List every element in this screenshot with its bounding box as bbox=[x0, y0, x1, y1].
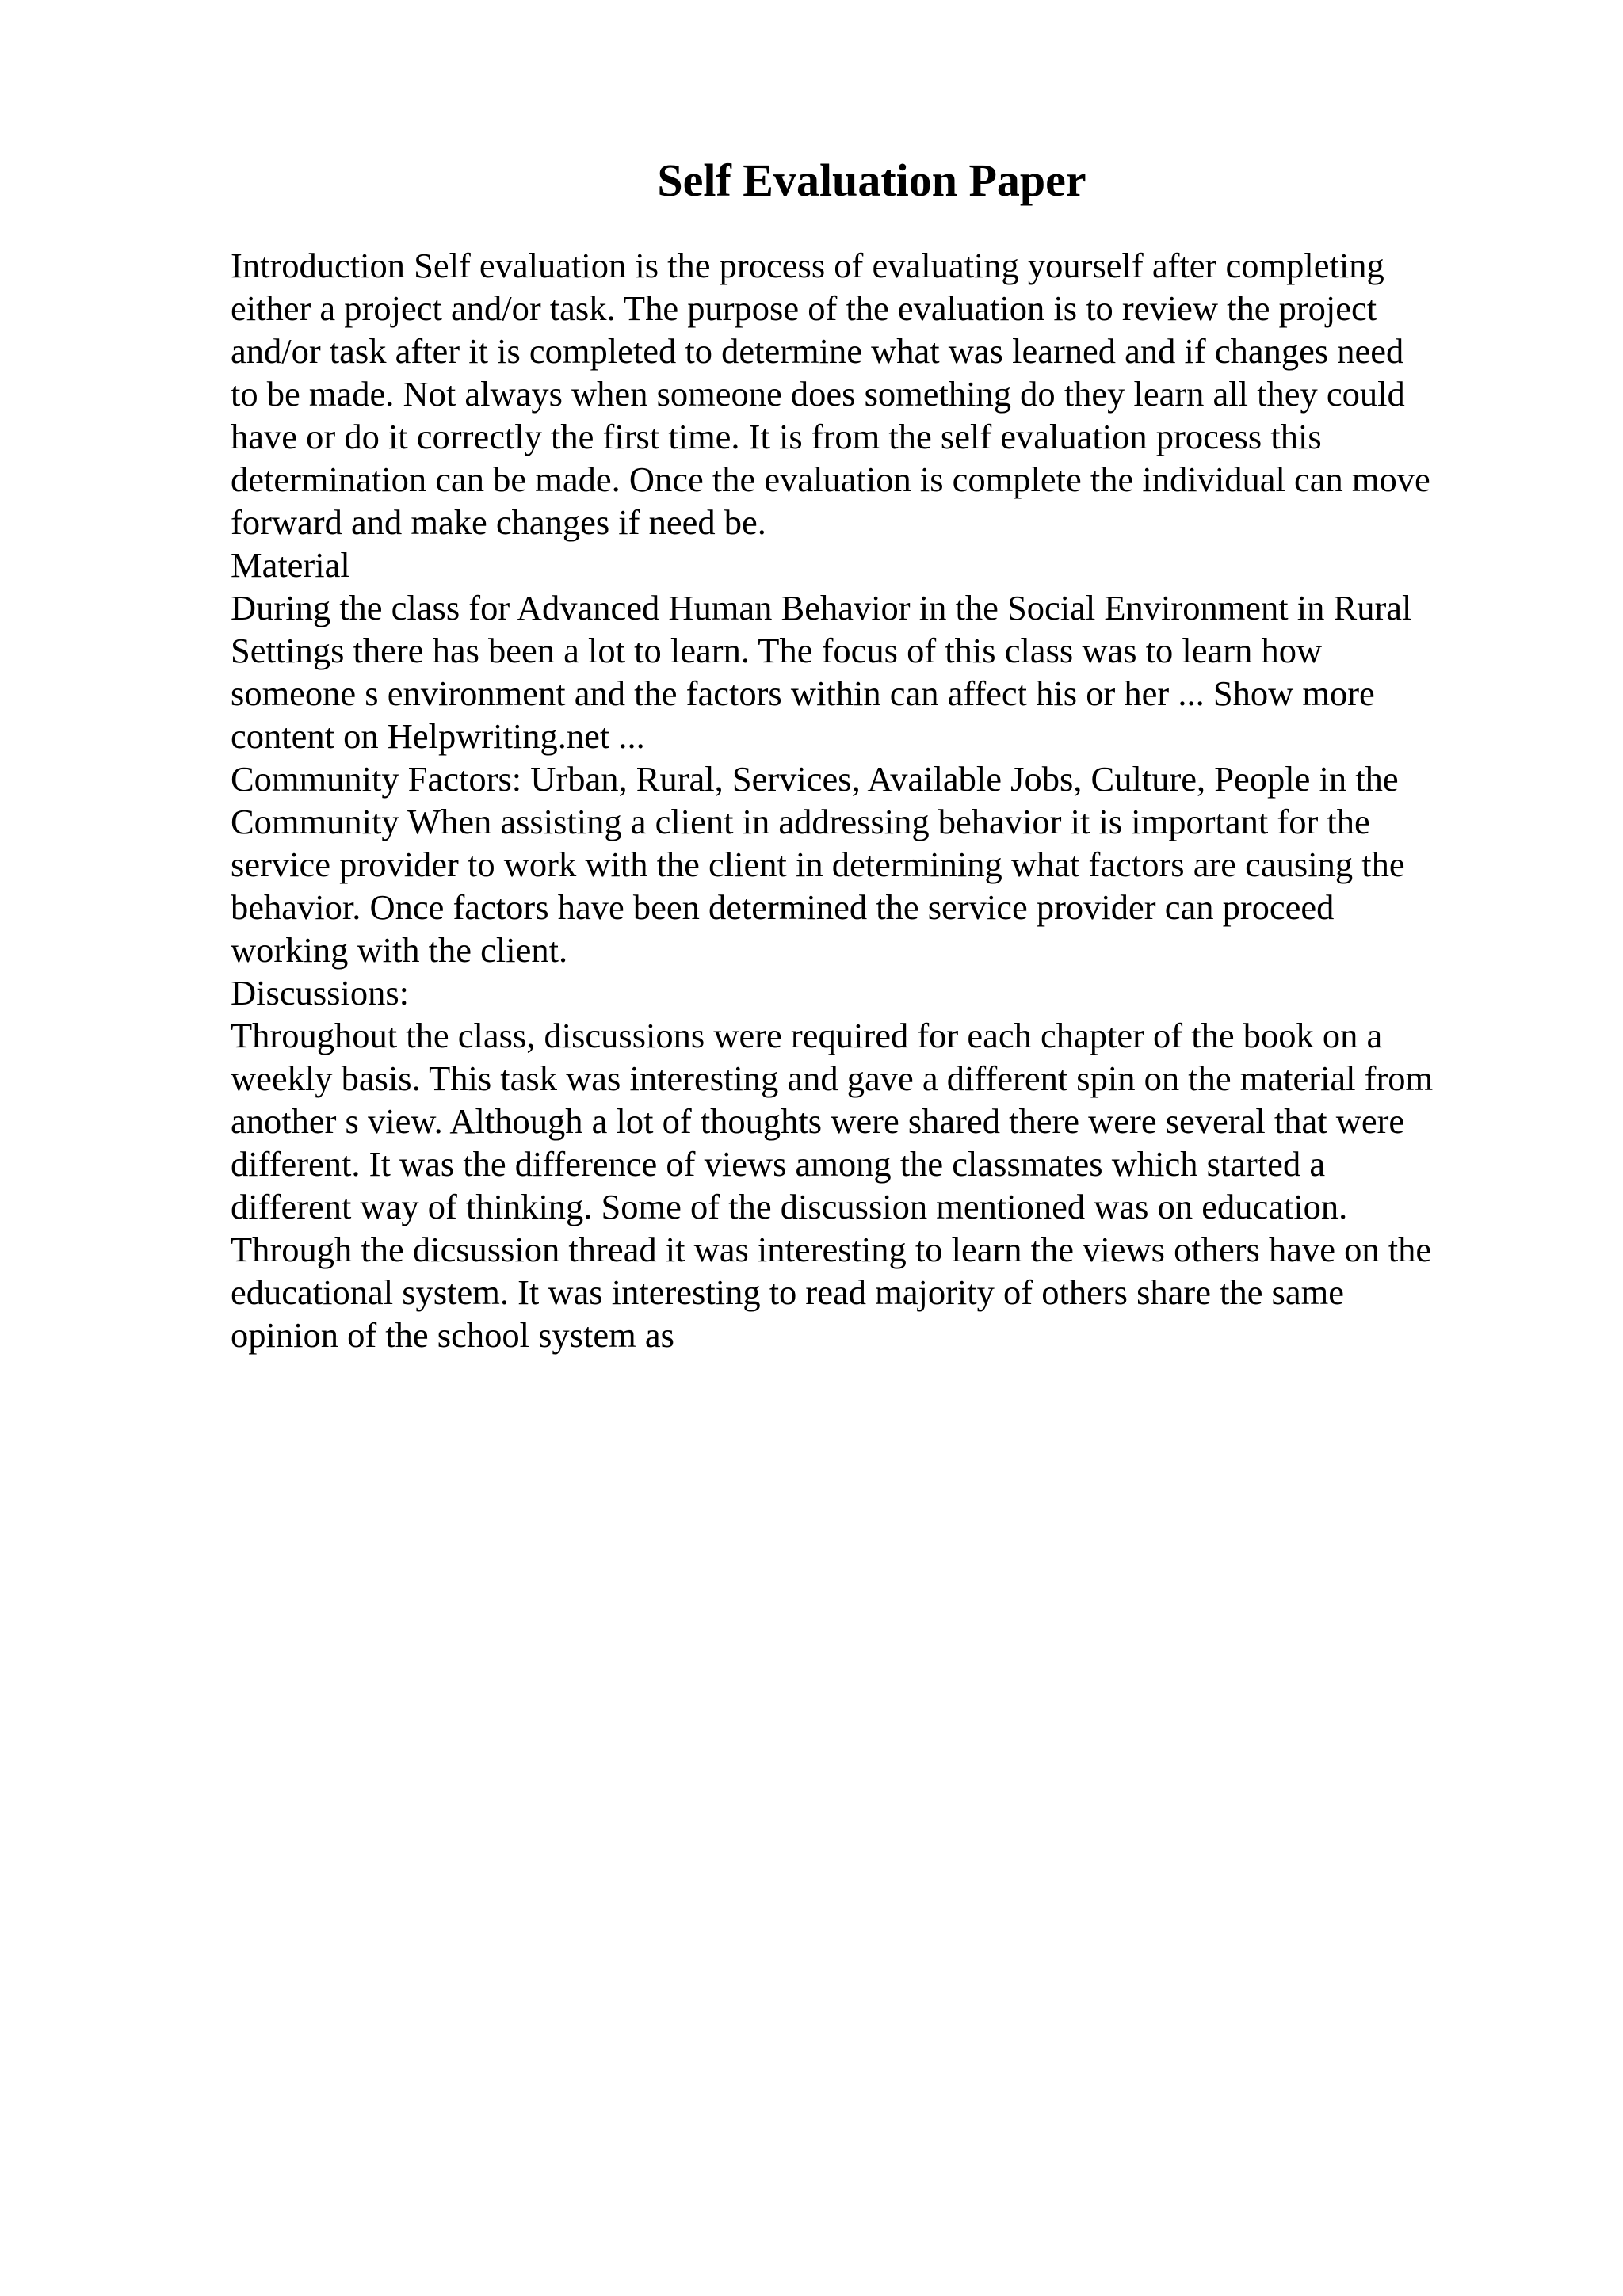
text-line: weekly basis. This task was interesting and gave a different spin on the material from bbox=[231, 1058, 1434, 1098]
section-heading-discussions: Discussions: bbox=[231, 973, 409, 1013]
text-line: Introduction Self evaluation is the process of evaluating yourself after completing bbox=[231, 246, 1384, 285]
text-line: forward and make changes if need be. bbox=[231, 502, 766, 542]
text-line: and/or task after it is completed to determine what was learned and if changes need bbox=[231, 331, 1404, 371]
document-body bbox=[231, 244, 1514, 1356]
text-line: different. It was the difference of views among the classmates which started a bbox=[231, 1144, 1326, 1184]
text-line: Settings there has been a lot to learn. The focus of this class was to learn how bbox=[231, 631, 1323, 670]
text-line: different way of thinking. Some of the discussion mentioned was on education. bbox=[231, 1187, 1348, 1226]
text-line: content on Helpwriting.net ... bbox=[231, 716, 645, 756]
text-line: another s view. Although a lot of thoughts were shared there were several that were bbox=[231, 1101, 1405, 1141]
text-line: Community When assisting a client in addressing behavior it is important for the bbox=[231, 802, 1370, 841]
text-line: have or do it correctly the first time. It is from the self evaluation process this bbox=[231, 417, 1322, 456]
text-line: educational system. It was interesting to read majority of others share the same bbox=[231, 1272, 1345, 1312]
document-title: Self Evaluation Paper bbox=[657, 154, 1086, 206]
text-line: Through the dicsussion thread it was interesting to learn the views others have on the bbox=[231, 1230, 1432, 1269]
text-line: opinion of the school system as bbox=[231, 1315, 674, 1355]
text-line: service provider to work with the client in determining what factors are causing the bbox=[231, 845, 1405, 884]
text-line: someone s environment and the factors within can affect his or her ... Show more bbox=[231, 673, 1375, 713]
section-heading-material: Material bbox=[231, 545, 350, 585]
text-line: to be made. Not always when someone does something do they learn all they could bbox=[231, 374, 1405, 414]
text-line: either a project and/or task. The purpose of the evaluation is to review the project bbox=[231, 288, 1377, 328]
text-line: working with the client. bbox=[231, 930, 568, 970]
text-line: Community Factors: Urban, Rural, Services, Available Jobs, Culture, People in the bbox=[231, 759, 1399, 799]
text-line: Throughout the class, discussions were required for each chapter of the book on a bbox=[231, 1016, 1383, 1055]
text-line: During the class for Advanced Human Behavior in the Social Environment in Rural bbox=[231, 588, 1412, 627]
text-line: behavior. Once factors have been determined the service provider can proceed bbox=[231, 887, 1335, 927]
text-line: determination can be made. Once the evaluation is complete the individual can move bbox=[231, 460, 1430, 499]
